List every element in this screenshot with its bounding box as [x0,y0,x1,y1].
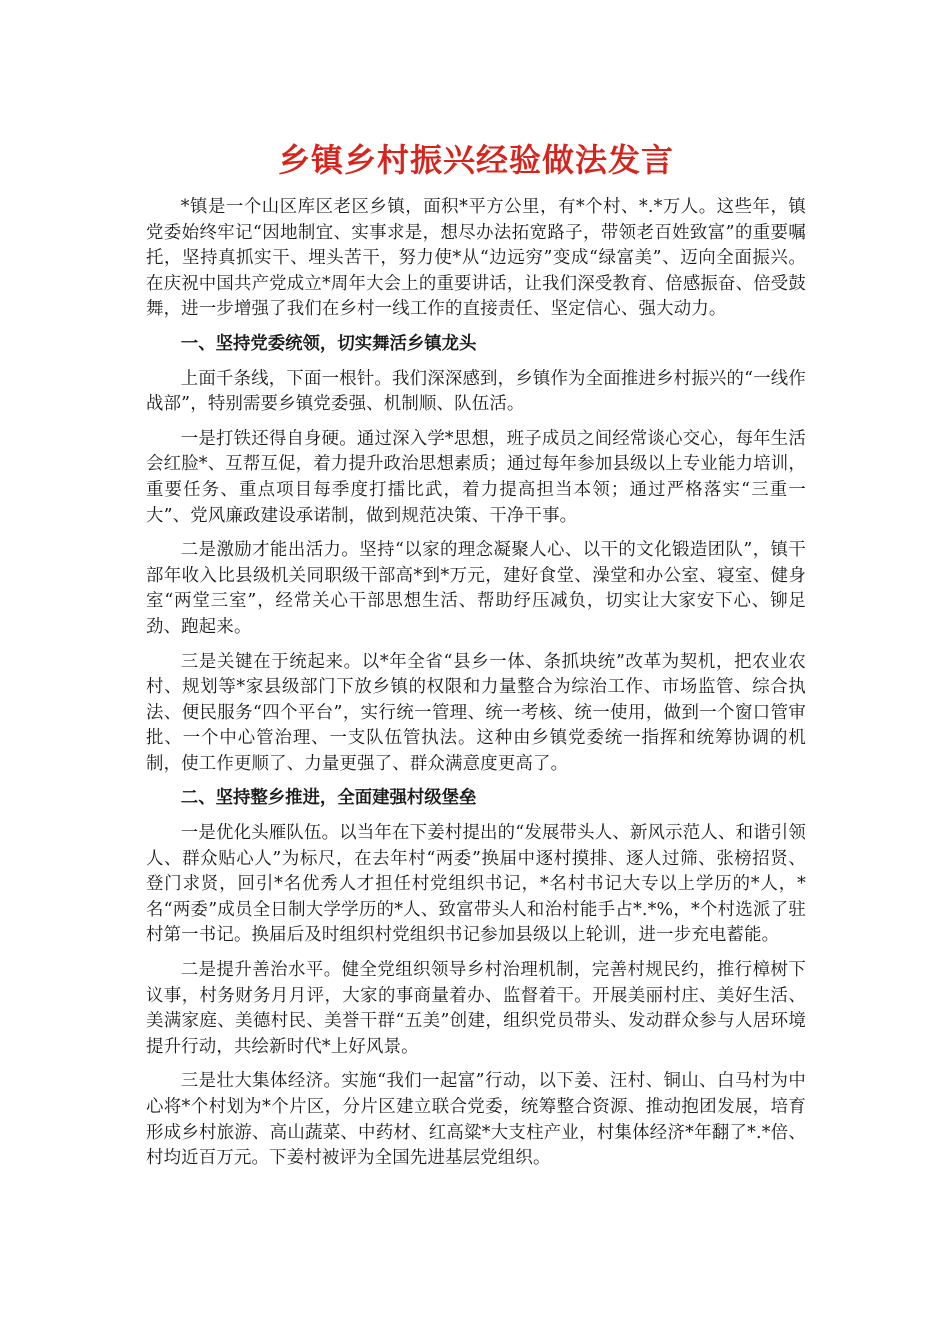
section-heading: 一、坚持党委统领，切实舞活乡镇龙头 [180,333,477,354]
body-paragraph: 一是打铁还得自身硬。通过深入学*思想，班子成员之间经常谈心交心，每年生活会红脸*、互帮互促，着力提升政治思想素质；通过每年参加县级以上专业能力培训，重要任务、重点项目每季度打擂比武，着力提高担当本领；通过严格落实“三重一大”、党风廉政建设承诺制，做到规范决策、干净干事。 [146,428,806,526]
section-heading: 二、坚持整乡推进，全面建强村级堡垒 [180,788,477,809]
document-body [146,195,806,1172]
document-page [146,135,806,1181]
body-paragraph: 二是提升善治水平。健全党组织领导乡村治理机制，完善村规民约，推行樟树下议事，村务财务月月评，大家的事商量着办、监督着干。开展美丽村庄、美好生活、美满家庭、美德村民、美誉干群“五美”创建，组织党员带头、发动群众参与人居环境提升行动，共绘新时代*上好风景。 [146,960,806,1057]
body-paragraph: 一是优化头雁队伍。以当年在下姜村提出的“发展带头人、新风示范人、和谐引领人、群众贴心人”为标尺，在去年村“两委”换届中逐村摸排、逐人过筛、张榜招贤、登门求贤，回引*名优秀人才担任村党组织书记，*名村书记大专以上学历的*人，*名“两委”成员全日制大学学历的*人、致富带头人和治村能手占*.*%，*个村选派了驻村第一书记。换届后及时组织村党组织书记参加县级以上轮训，进一步充电蓄能。 [146,823,806,946]
body-paragraph: 三是关键在于统起来。以*年全省“县乡一体、条抓块统”改革为契机，把农业农村、规划等*家县级部门下放乡镇的权限和力量整合为综治工作、市场监管、综合执法、便民服务“四个平台”，实行统一管理、统一考核、统一使用，做到一个窗口管审批、一个中心管治理、一支队伍管执法。这种由乡镇党委统一指挥和统筹协调的机制，使工作更顺了、力量更强了、群众满意度更高了。 [146,651,806,774]
body-paragraph: *镇是一个山区库区老区乡镇，面积*平方公里，有*个村、*.*万人。这些年，镇党委始终牢记“因地制宜、实事求是，想尽办法拓宽路子，带领老百姓致富”的重要嘱托，坚持真抓实干、埋头苦干，努力使*从“边远穷”变成“绿富美”、迈向全面振兴。在庆祝中国共产党成立*周年大会上的重要讲话，让我们深受教育、倍感振奋、倍受鼓舞，进一步增强了我们在乡村一线工作的直接责任、坚定信心、强大动力。 [146,197,806,320]
body-paragraph: 三是壮大集体经济。实施“我们一起富”行动，以下姜、汪村、铜山、白马村为中心将*个村划为*个片区，分片区建立联合党委，统筹整合资源、推动抱团发展，培育形成乡村旅游、高山蔬菜、中药材、红高粱*大支柱产业，村集体经济*年翻了*.*倍、村均近百万元。下姜村被评为全国先进基层党组织。 [146,1071,806,1169]
document-title: 乡镇乡村振兴经验做法发言 [277,141,674,179]
body-paragraph: 上面千条线，下面一根针。我们深深感到，乡镇作为全面推进乡村振兴的“一线作战部”，特别需要乡镇党委强、机制顺、队伍活。 [146,368,806,415]
body-paragraph: 二是激励才能出活力。坚持“以家的理念凝聚人心、以干的文化锻造团队”，镇干部年收入比县级机关同职级干部高*到*万元，建好食堂、澡堂和办公室、寝室、健身室“两堂三室”，经常关心干部思想生活、帮助纾压减负，切实让大家安下心、铆足劲、跑起来。 [146,540,806,637]
